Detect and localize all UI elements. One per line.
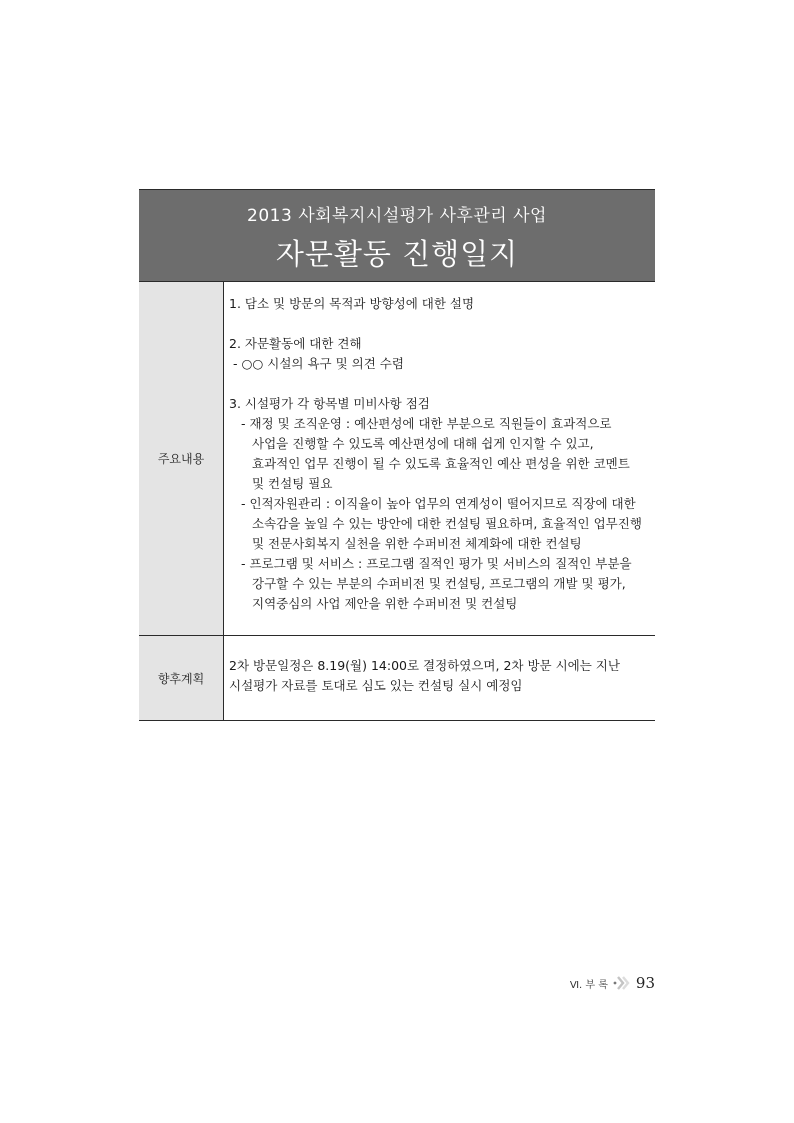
main-content-row: [139, 282, 655, 636]
bullet-program: [229, 554, 649, 614]
footer-section-label: Ⅵ. 부 록: [569, 979, 608, 991]
page-footer: [562, 973, 655, 993]
future-plan-line-1: 2차 방문일정은 8.19(월) 14:00로 결정하였으며, 2차 방문 시에는 지난: [229, 658, 620, 673]
main-content-label: 주요내용: [139, 282, 224, 635]
item-3: 3. 시설평가 각 항목별 미비사항 점검: [229, 396, 430, 411]
bullet-finance-line-4: 및 컨설팅 필요: [252, 476, 333, 491]
bullet-program-line-3: 지역중심의 사업 제안을 위한 수퍼비전 및 컨설팅: [252, 596, 518, 611]
bullet-finance-line-3: 효과적인 업무 진행이 될 수 있도록 효율적인 예산 편성을 위한 코멘트: [252, 456, 630, 471]
bullet-program-line-2: 강구할 수 있는 부분의 수퍼비전 및 컨설팅, 프로그램의 개발 및 평가,: [252, 576, 626, 591]
advisory-log-table: [139, 189, 655, 721]
bullet-finance: [229, 414, 649, 494]
bullet-program-line-1: - 프로그램 및 서비스 : 프로그램 질적인 평가 및 서비스의 질적인 부분을: [241, 556, 632, 571]
bullet-hr-line-1: - 인적자원관리 : 이직율이 높아 업무의 연계성이 떨어지므로 직장에 대한: [241, 496, 636, 511]
item-2: 2. 자문활동에 대한 견해: [229, 336, 362, 351]
bullet-hr: [229, 494, 649, 554]
bullet-hr-line-3: 및 전문사회복지 실천을 위한 수퍼비전 체계화에 대한 컨설팅: [252, 536, 582, 551]
header-title: 자문활동 진행일지: [275, 237, 519, 271]
future-plan-row: [139, 636, 655, 720]
double-chevron-right-icon: [612, 976, 632, 990]
main-content-body: [224, 282, 655, 635]
item-2-sub: - ○○ 시설의 욕구 및 의견 수렴: [233, 356, 404, 371]
future-plan-label: 향후계획: [139, 636, 224, 720]
bullet-finance-line-2: 사업을 진행할 수 있도록 예산편성에 대해 쉽게 인지할 수 있고,: [252, 436, 594, 451]
table-header: [139, 190, 655, 282]
bullet-finance-line-1: - 재정 및 조직운영 : 예산편성에 대한 부분으로 직원들이 효과적으로: [241, 416, 612, 431]
page-number: 93: [635, 974, 655, 992]
item-1: 1. 담소 및 방문의 목적과 방향성에 대한 설명: [229, 296, 475, 311]
future-plan-line-2: 시설평가 자료를 토대로 심도 있는 컨설팅 실시 예정임: [229, 678, 523, 693]
future-plan-body: [224, 636, 655, 720]
bullet-hr-line-2: 소속감을 높일 수 있는 방안에 대한 컨설팅 필요하며, 효율적인 업무진행: [252, 516, 642, 531]
header-subtitle: 2013 사회복지시설평가 사후관리 사업: [247, 206, 547, 226]
